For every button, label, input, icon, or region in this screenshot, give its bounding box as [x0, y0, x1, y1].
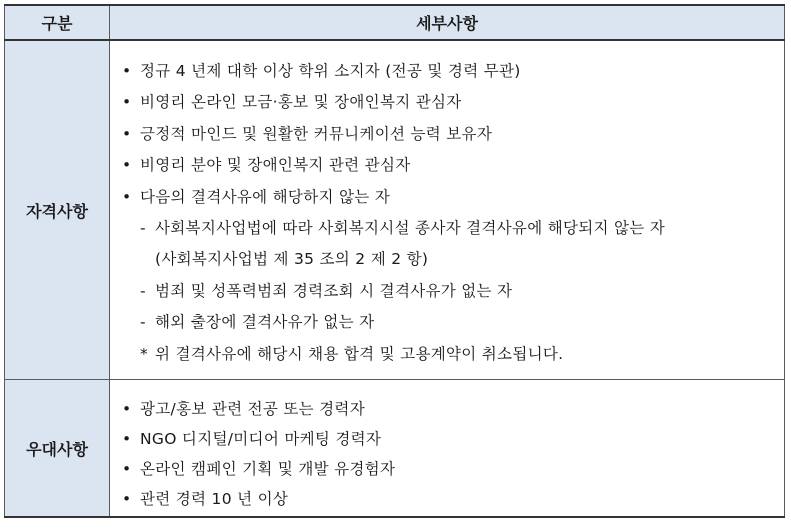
- list-item-text: 범죄 및 성폭력범죄 경력조회 시 결격사유가 없는 자: [155, 281, 513, 300]
- header-details: 세부사항: [110, 5, 785, 40]
- header-category: 구분: [5, 5, 110, 40]
- bullet-marker: •: [122, 62, 132, 80]
- list-item: [110, 424, 784, 454]
- bullet-marker: •: [122, 400, 132, 418]
- list-item: [110, 150, 784, 181]
- list-item: [110, 484, 784, 514]
- bullet-marker: •: [122, 124, 132, 143]
- bullet-marker: •: [122, 93, 132, 112]
- dash-marker: -: [140, 281, 146, 300]
- list-item-text: 사회복지사업법에 따라 사회복지시설 종사자 결격사유에 해당되지 않는 자: [155, 218, 666, 237]
- list-item: [110, 339, 784, 370]
- bullet-marker: •: [122, 430, 132, 448]
- list-item-text: 비영리 온라인 모금·홍보 및 장애인복지 관심자: [140, 93, 462, 112]
- list-item-text: 다음의 결격사유에 해당하지 않는 자: [140, 187, 391, 206]
- bullet-marker: •: [122, 460, 132, 478]
- list-item-text: 온라인 캠페인 기획 및 개발 유경험자: [140, 460, 396, 478]
- list-item-text: 정규 4 년제 대학 이상 학위 소지자 (전공 및 경력 무관): [140, 62, 521, 80]
- preferences-label: 우대사항: [5, 380, 110, 518]
- qualifications-label: 자격사항: [5, 40, 110, 380]
- list-item-text: (사회복지사업법 제 35 조의 2 제 2 항): [155, 250, 429, 269]
- list-item: [110, 119, 784, 150]
- header-row: [5, 5, 785, 40]
- qualifications-list: [110, 41, 784, 370]
- list-item-text: 관련 경력 10 년 이상: [140, 490, 289, 508]
- list-item: [110, 182, 784, 213]
- list-item: [110, 244, 784, 275]
- qualifications-details: [110, 40, 785, 380]
- preferences-row: [5, 380, 785, 518]
- bullet-marker: •: [122, 490, 132, 508]
- bullet-marker: •: [122, 156, 132, 175]
- list-item: [110, 56, 784, 87]
- list-item-text: 비영리 분야 및 장애인복지 관련 관심자: [140, 156, 411, 175]
- qualifications-row: [5, 40, 785, 380]
- list-item: [110, 454, 784, 484]
- asterisk-marker: *: [140, 344, 148, 363]
- list-item-text: NGO 디지털/미디어 마케팅 경력자: [140, 430, 382, 448]
- list-item: [110, 213, 784, 244]
- list-item-text: 해외 출장에 결격사유가 없는 자: [155, 313, 375, 332]
- dash-marker: -: [140, 218, 146, 237]
- list-item-text: 긍정적 마인드 및 원활한 커뮤니케이션 능력 보유자: [140, 124, 493, 143]
- list-item: [110, 87, 784, 118]
- list-item: [110, 394, 784, 424]
- list-item-text: 광고/홍보 관련 전공 또는 경력자: [140, 400, 365, 418]
- dash-marker: -: [140, 313, 146, 332]
- requirements-table: [4, 4, 785, 518]
- list-item-text: 위 결격사유에 해당시 채용 합격 및 고용계약이 취소됩니다.: [155, 344, 564, 363]
- preferences-details: [110, 380, 785, 518]
- bullet-marker: •: [122, 187, 132, 206]
- preferences-list: [110, 380, 784, 514]
- list-item: [110, 276, 784, 307]
- list-item: [110, 307, 784, 338]
